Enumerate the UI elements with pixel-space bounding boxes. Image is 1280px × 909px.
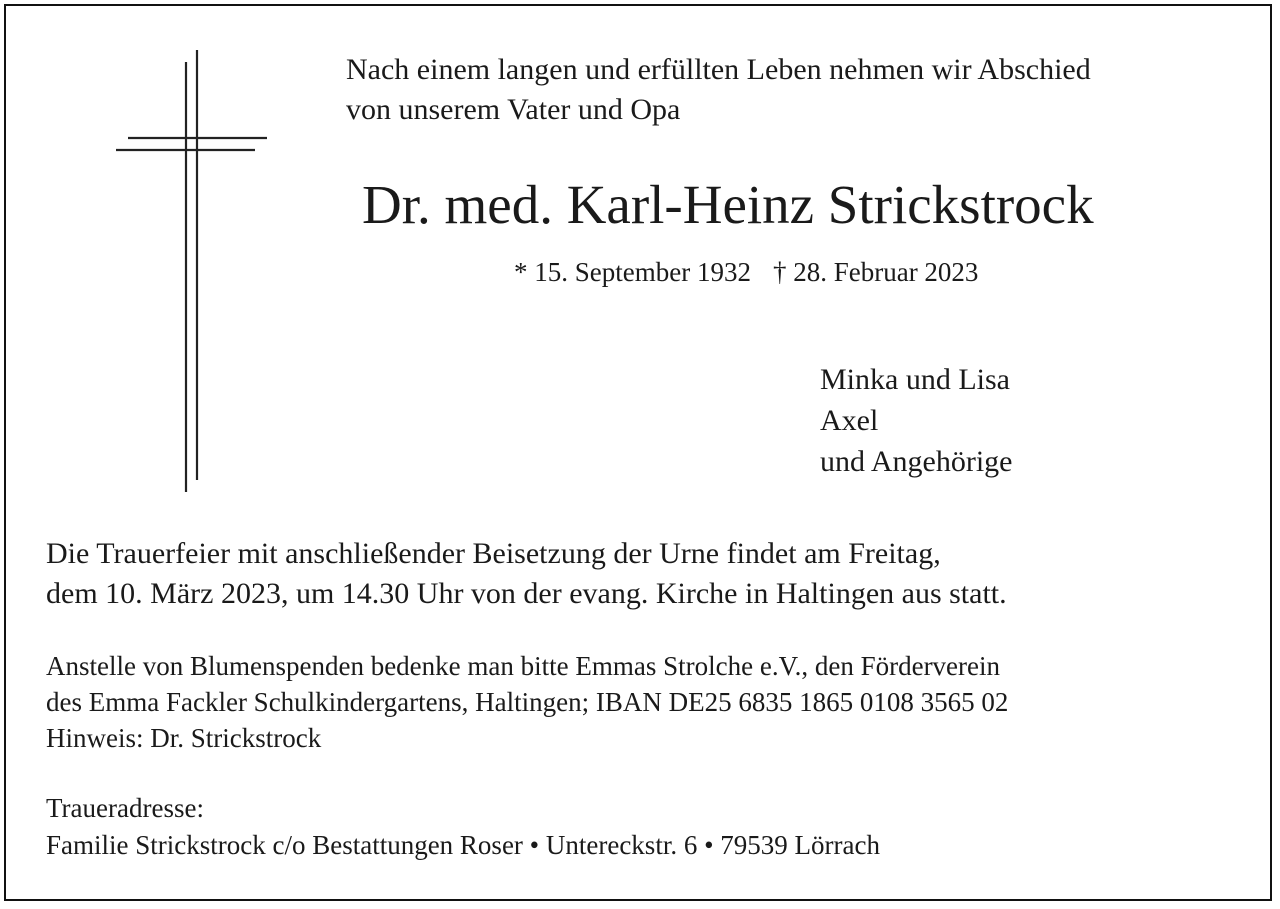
address-line: Familie Strickstrock c/o Bestattungen Roser • Untereckstr. 6 • 79539 Lörrach — [46, 830, 880, 860]
donation-info — [46, 648, 1008, 756]
intro-text — [346, 50, 1091, 130]
life-dates — [514, 254, 978, 290]
donation-line: Anstelle von Blumenspenden bedenke man bitte Emmas Strolche e.V., den Förderverein — [46, 651, 1001, 681]
mourner-line: und Angehörige — [820, 445, 1013, 478]
deceased-name: Dr. med. Karl-Heinz Strickstrock — [362, 174, 1094, 235]
mourning-address — [46, 790, 880, 864]
donation-line: Hinweis: Dr. Strickstrock — [46, 723, 322, 753]
ceremony-line: dem 10. März 2023, um 14.30 Uhr von der evang. Kirche in Haltingen aus statt. — [46, 577, 1007, 610]
death-date: † 28. Februar 2023 — [772, 257, 979, 287]
mourner-line: Minka und Lisa — [820, 363, 1010, 396]
ceremony-info — [46, 534, 1007, 614]
mourners-list — [820, 359, 1012, 482]
ceremony-line: Die Trauerfeier mit anschließender Beisetzung der Urne findet am Freitag, — [46, 537, 941, 570]
mourner-line: Axel — [820, 404, 879, 437]
intro-line: Nach einem langen und erfüllten Leben nehmen wir Abschied — [346, 53, 1091, 86]
intro-line: von unserem Vater und Opa — [346, 93, 681, 126]
cross-icon — [110, 50, 270, 495]
donation-line: des Emma Fackler Schulkindergartens, Haltingen; IBAN DE25 6835 1865 0108 3565 02 — [46, 687, 1009, 717]
address-label: Traueradresse: — [46, 793, 204, 823]
birth-date: * 15. September 1932 — [514, 257, 751, 287]
